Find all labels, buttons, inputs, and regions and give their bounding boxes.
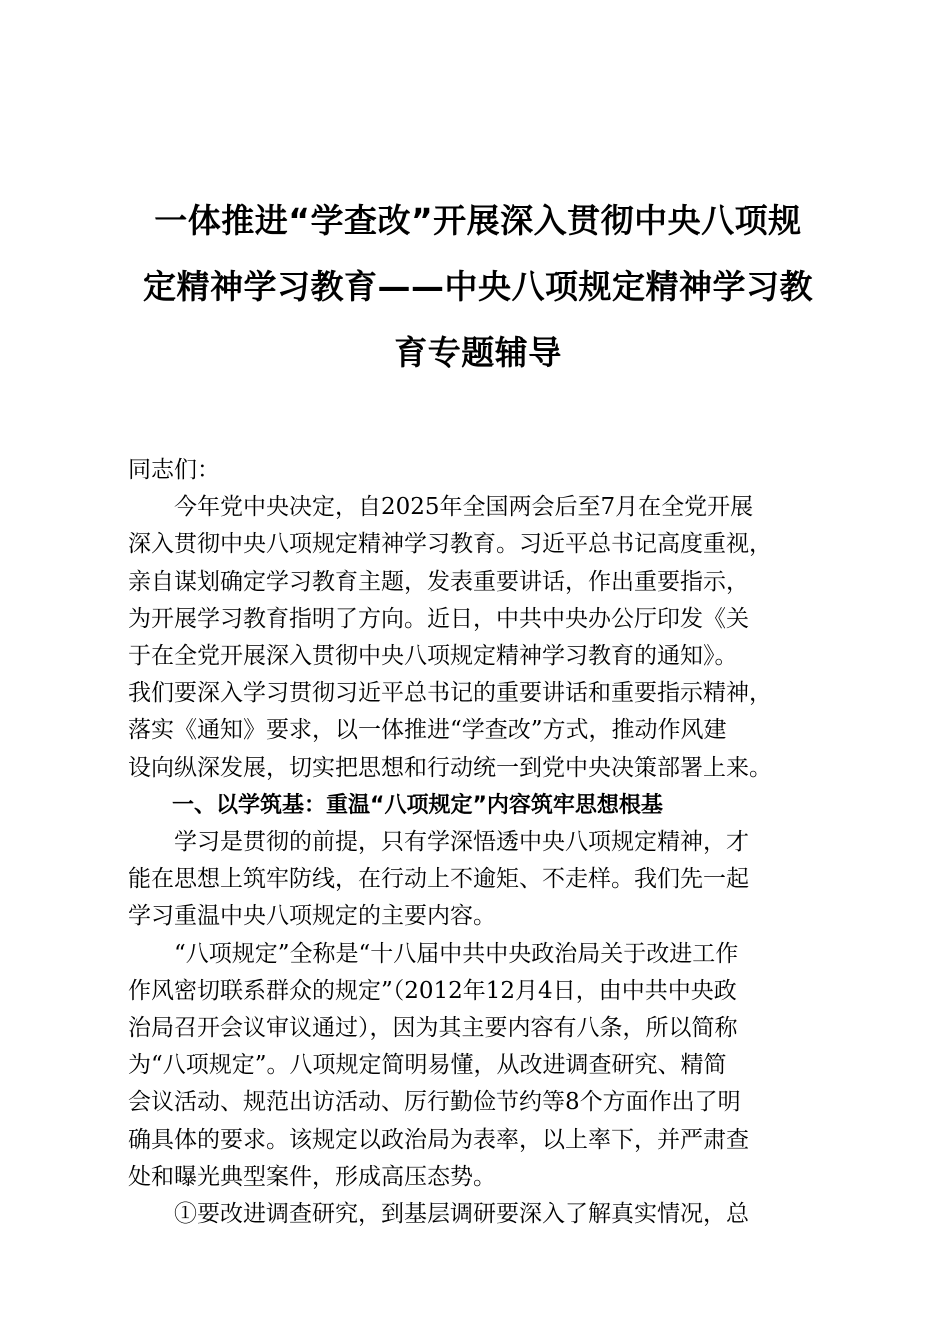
text-line: 亲自谋划确定学习教育主题，发表重要讲话，作出重要指示， xyxy=(128,568,749,595)
document-title xyxy=(128,188,828,386)
text-line: 今年党中央决定，自2025年全国两会后至7月在全党开展 xyxy=(128,494,754,521)
paragraph-item-1 xyxy=(128,1196,828,1233)
text-line: 作风密切联系群众的规定”（2012年12月4日，由中共中央政 xyxy=(128,977,737,1004)
text-line: 学习重温中央八项规定的主要内容。 xyxy=(128,903,496,930)
text-line: 处和曝光典型案件，形成高压态势。 xyxy=(128,1163,496,1190)
text-line: 治局召开会议审议通过），因为其主要内容有八条，所以简称 xyxy=(128,1015,738,1042)
paragraph-eight-rules xyxy=(128,936,828,1196)
text-line: 我们要深入学习贯彻习近平总书记的重要讲话和重要指示精神， xyxy=(128,680,772,707)
text-line: 设向纵深发展，切实把思想和行动统一到党中央决策部署上来。 xyxy=(128,754,772,781)
title-line: 育专题辅导 xyxy=(394,333,562,372)
text-line: 于在全党开展深入贯彻中央八项规定精神学习教育的通知》。 xyxy=(128,643,738,670)
title-line: 一体推进“学查改”开展深入贯彻中央八项规 xyxy=(154,201,802,240)
text-line: 为“八项规定”。八项规定简明易懂，从改进调查研究、精简 xyxy=(128,1052,727,1079)
paragraph-study xyxy=(128,824,828,936)
salutation: 同志们： xyxy=(128,457,220,483)
section-heading: 一、以学筑基：重温“八项规定”内容筑牢思想根基 xyxy=(128,792,663,818)
text-line: 能在思想上筑牢防线，在行动上不逾矩、不走样。我们先一起 xyxy=(128,866,749,893)
text-line: 为开展学习教育指明了方向。近日，中共中央办公厅印发《关 xyxy=(128,605,749,632)
paragraph-intro xyxy=(128,489,828,787)
title-line: 定精神学习教育——中央八项规定精神学习教 xyxy=(143,267,813,306)
document-body xyxy=(128,452,828,1233)
text-line: 深入贯彻中央八项规定精神学习教育。习近平总书记高度重视， xyxy=(128,531,772,558)
text-line: 会议活动、规范出访活动、厉行勤俭节约等8个方面作出了明 xyxy=(128,1089,741,1116)
text-line: 确具体的要求。该规定以政治局为表率，以上率下，并严肃查 xyxy=(128,1126,749,1153)
text-line: ①要改进调查研究，到基层调研要深入了解真实情况，总 xyxy=(128,1201,749,1228)
text-line: “八项规定”全称是“十八届中共中央政治局关于改进工作 xyxy=(128,940,739,967)
text-line: 学习是贯彻的前提，只有学深悟透中央八项规定精神，才 xyxy=(128,829,749,856)
text-line: 落实《通知》要求，以一体推进“学查改”方式，推动作风建 xyxy=(128,717,727,744)
